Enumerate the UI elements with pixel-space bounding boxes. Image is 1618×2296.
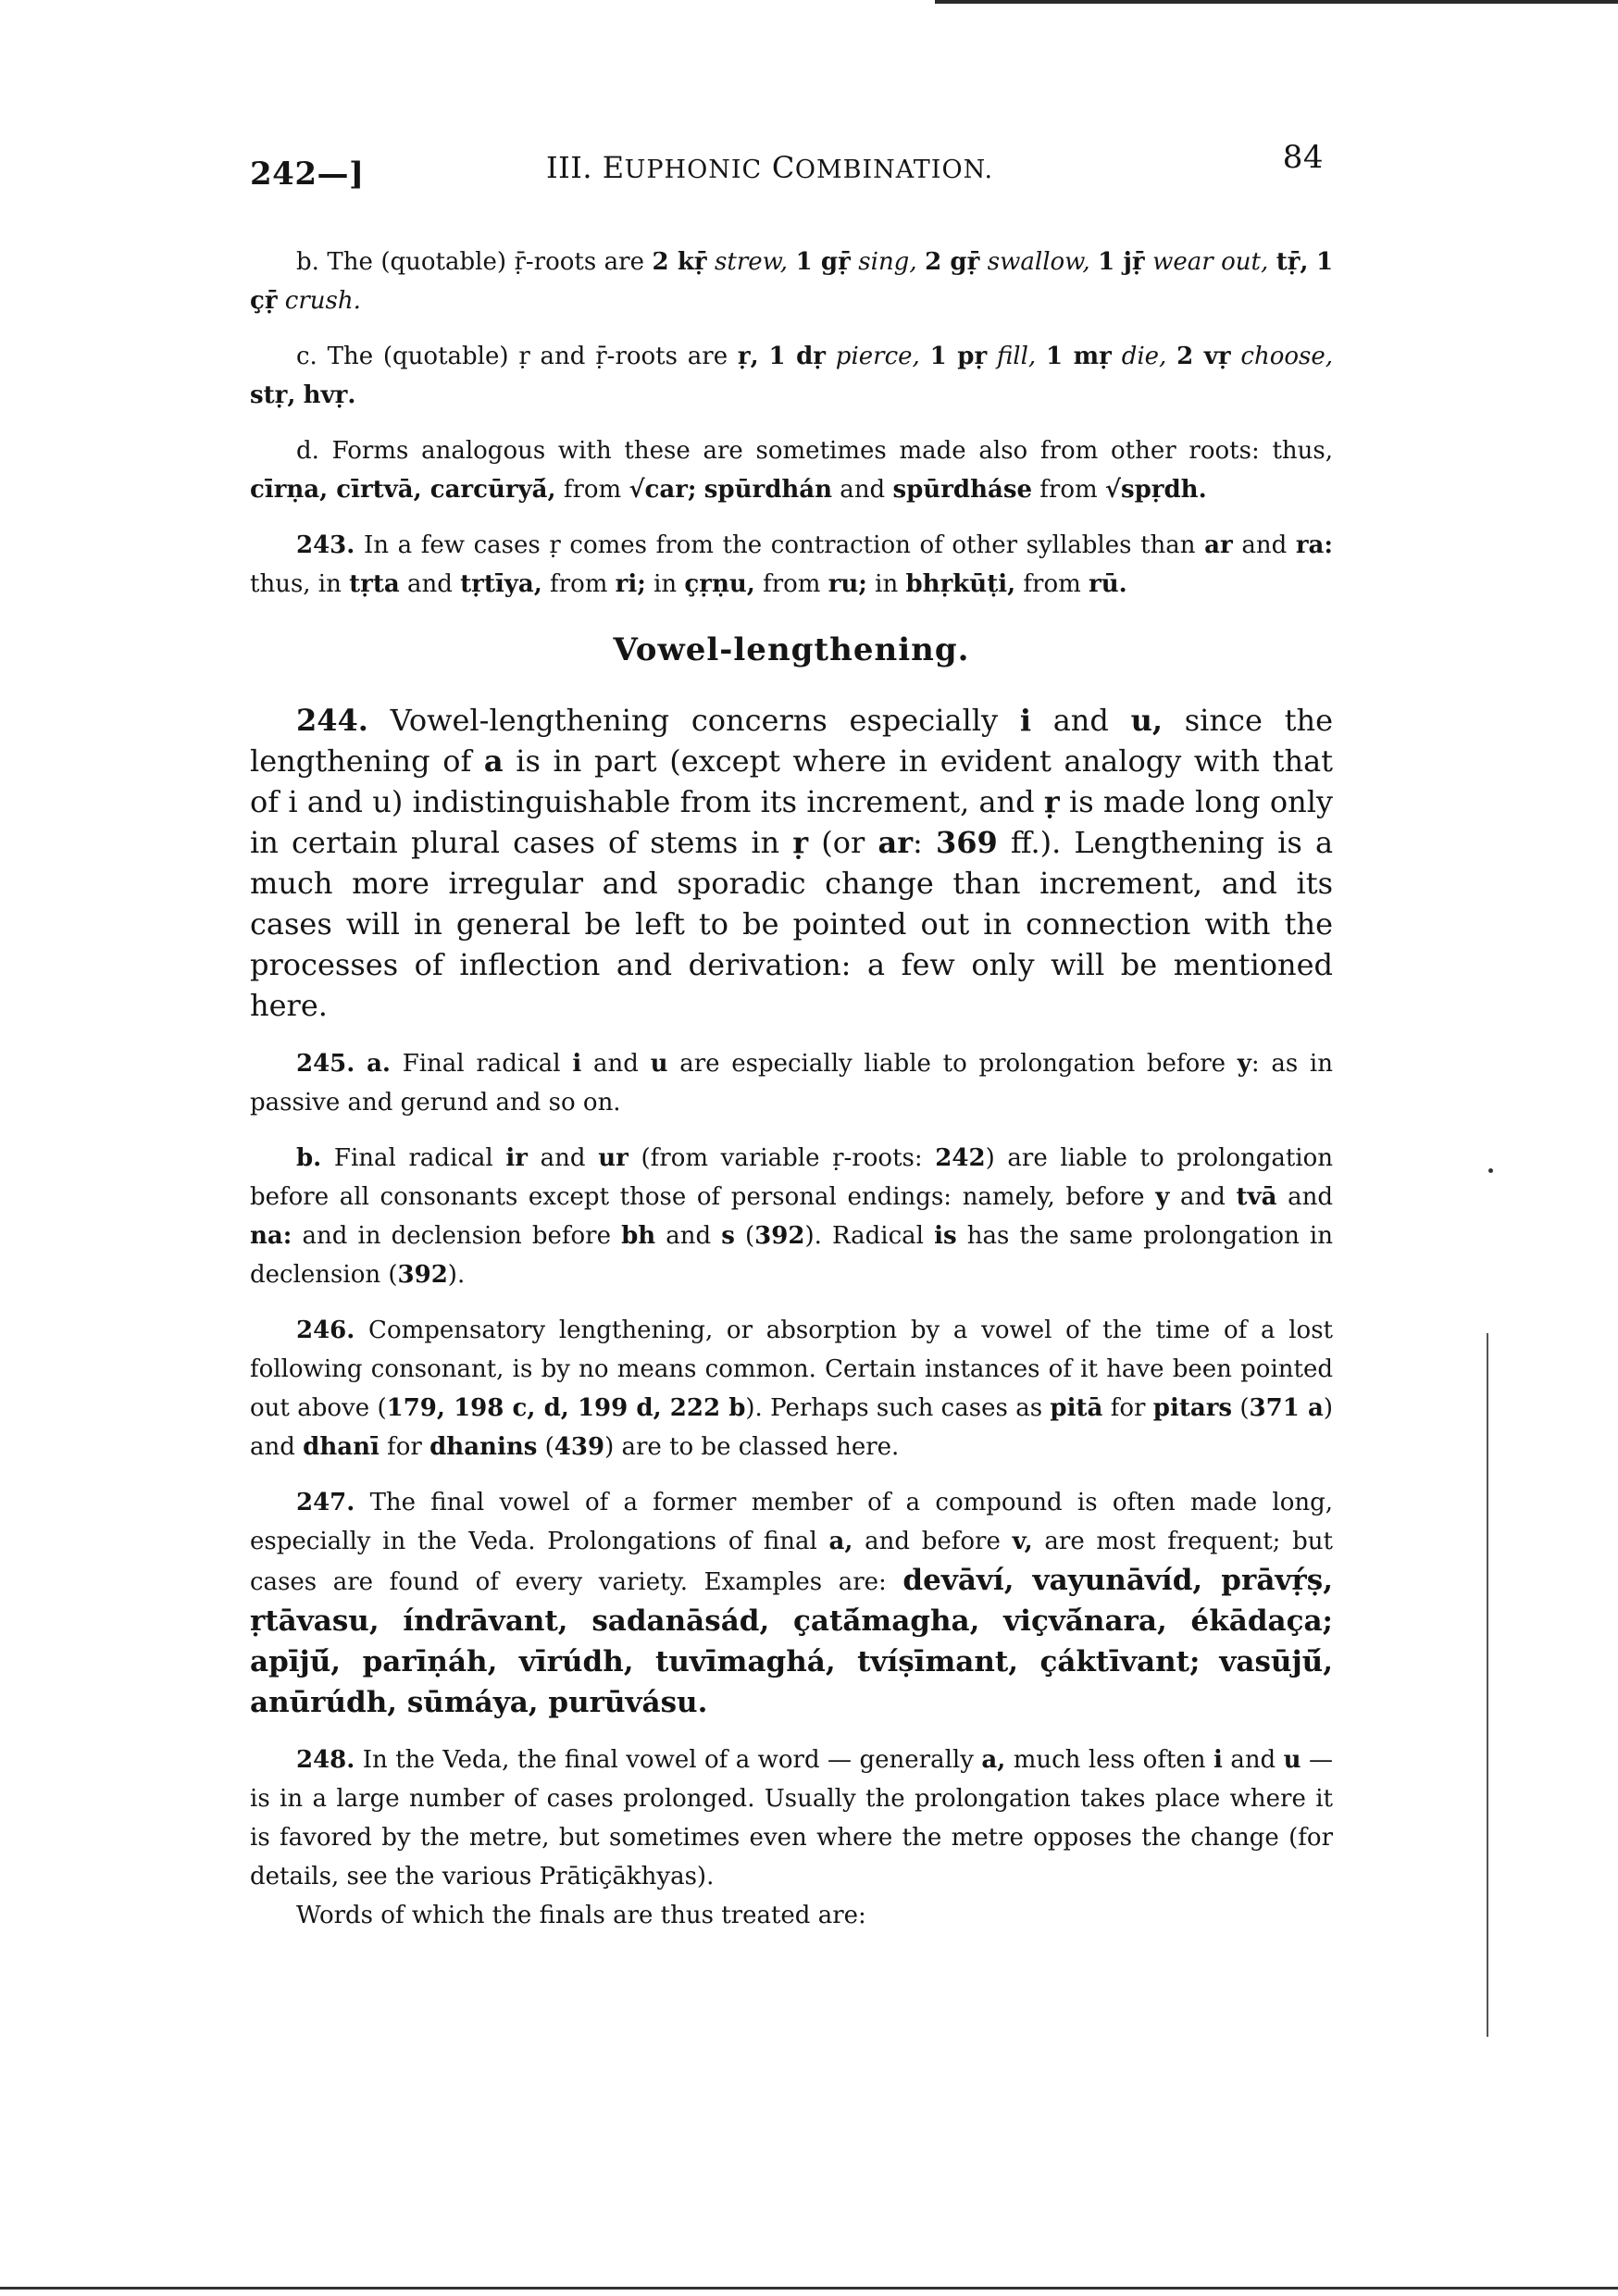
example-list: apījū́, parīṇáh, vīrúdh, tuvīmaghá, tvíṣīmant, çáktīvant; — [250, 1645, 1201, 1678]
sanskrit-word: tṛtīya, — [460, 570, 542, 598]
text: (or — [808, 825, 878, 860]
text: : — [913, 825, 936, 860]
meaning: fill, — [996, 343, 1037, 370]
para-label: b. — [296, 1144, 322, 1172]
text: is in part (except where in evident analogy with that of i and u) indistinguishable from its increment, and — [250, 743, 1334, 819]
text: ). — [447, 1261, 466, 1289]
sanskrit-word: tṛta — [349, 570, 400, 598]
text: has the same prolongation in declension ( — [250, 1222, 1333, 1289]
meaning: pierce, — [835, 343, 920, 370]
section-number: 243. — [296, 531, 355, 559]
text: and before — [853, 1528, 1013, 1555]
page-number: 84 — [1282, 139, 1324, 176]
sanskrit-word: çṛṇu, — [684, 570, 755, 598]
root: 1 pṛ — [929, 343, 988, 370]
top-edge-rule — [935, 0, 1618, 4]
section-number: 248. — [296, 1746, 355, 1774]
text: In the Veda, the final vowel of a word — generally — [355, 1746, 982, 1774]
text: thus, in — [250, 570, 350, 598]
text: from — [1032, 476, 1105, 504]
paragraph-247 — [250, 1483, 1333, 1724]
text: and — [1232, 531, 1296, 559]
sanskrit-word: bh — [621, 1222, 656, 1250]
root: ṛ, — [737, 343, 759, 370]
sanskrit-word: s — [721, 1222, 735, 1250]
chapter-title-c: C — [771, 150, 795, 185]
text: are especially liable to prolongation before — [667, 1050, 1238, 1078]
meaning: sing, — [858, 248, 917, 276]
text: and — [1222, 1746, 1284, 1774]
section-range: 242—] — [250, 156, 365, 193]
sanskrit-word: a, — [828, 1528, 853, 1555]
root: 1 çṝ — [250, 248, 1334, 315]
paragraph-244 — [250, 700, 1333, 1026]
meaning: swallow, — [987, 248, 1090, 276]
text: Final radical — [390, 1050, 573, 1078]
page — [250, 139, 1333, 1935]
sanskrit-word: ar — [877, 825, 914, 860]
paragraph-248 — [250, 1741, 1333, 1896]
margin-rule — [1487, 1333, 1488, 2037]
text: ) and — [250, 1394, 1333, 1461]
para-label: d. — [296, 437, 319, 465]
root: tṝ, — [1276, 248, 1309, 276]
text: ). Perhaps such cases as — [745, 1394, 1051, 1422]
text: ) are liable to prolongation before all consonants except those of personal endings: namely, before — [250, 1144, 1334, 1211]
text: since the lengthening of — [250, 703, 1334, 779]
text: from — [1015, 570, 1089, 598]
chapter-number: III. — [546, 150, 593, 185]
paragraph-242d — [250, 431, 1333, 509]
paragraph-246 — [250, 1311, 1333, 1466]
cross-reference: 179, 198 c, d, 199 d, 222 b — [386, 1394, 746, 1422]
text: and in declension before — [292, 1222, 622, 1250]
text: and — [528, 1144, 599, 1172]
text: and — [399, 570, 461, 598]
text: ( — [537, 1433, 554, 1461]
text: — is in a large number of cases prolonged. Usually the prolongation takes place where it is favored by the metre, but sometimes even where the metre opposes the change (for details, see the various Prātiçākhyas). — [250, 1746, 1334, 1890]
section-number: 245. — [296, 1050, 355, 1078]
root: 1 mṛ — [1046, 343, 1112, 370]
root: 2 vṛ — [1176, 343, 1231, 370]
text: and — [1276, 1183, 1334, 1211]
sanskrit-word: i — [572, 1050, 582, 1078]
text: Compensatory lengthening, or absorption by a vowel of the time of a lost following consonant, is by no means common. Certain instances of it have been pointed out above ( — [250, 1316, 1333, 1422]
sanskrit-word: ur — [598, 1144, 629, 1172]
text: Forms analogous with these are sometimes made also from other roots: thus, — [318, 437, 1333, 465]
root: 2 kṝ — [652, 248, 707, 276]
text: in — [866, 570, 906, 598]
cross-reference: 371 a — [1249, 1394, 1324, 1422]
sanskrit-word: v, — [1012, 1528, 1033, 1555]
sanskrit-word: ar — [1204, 531, 1233, 559]
text: and — [832, 476, 893, 504]
sanskrit-word: u, — [1130, 703, 1164, 738]
sanskrit-word: bhṛkūṭi, — [905, 570, 1016, 598]
sanskrit-word: ṛ — [1043, 784, 1060, 819]
text: are most frequent; but cases are found of every variety. Examples are: — [250, 1528, 1333, 1596]
paragraph-243 — [250, 526, 1333, 604]
paragraph-248-continuation: Words of which the finals are thus treated are: — [296, 1902, 866, 1929]
section-number: 244. — [296, 703, 368, 738]
text: from — [555, 476, 629, 504]
cross-reference: 439 — [554, 1433, 605, 1461]
root: 2 gṝ — [925, 248, 980, 276]
sanskrit-word: ir — [505, 1144, 528, 1172]
sanskrit-word: y — [1237, 1050, 1251, 1078]
sanskrit-word: u — [1283, 1746, 1301, 1774]
text: is made long only in certain plural cases of stems in — [250, 784, 1334, 860]
sanskrit-word: u — [650, 1050, 668, 1078]
text: for — [379, 1433, 430, 1461]
text: and — [655, 1222, 722, 1250]
meaning: wear out, — [1152, 248, 1269, 276]
example-list: vasūjū́, anūrúdh, sūmáya, purūvásu. — [250, 1645, 1334, 1719]
sanskrit-word: ri; — [615, 570, 646, 598]
text: The (quotable) ṝ-roots are — [318, 248, 653, 276]
sanskrit-word: ra: — [1295, 531, 1333, 559]
sanskrit-word: y — [1155, 1183, 1170, 1211]
para-label: c. — [296, 343, 317, 370]
meaning: die, — [1121, 343, 1167, 370]
sanskrit-word: spūrdháse — [892, 476, 1032, 504]
text: and — [1030, 703, 1131, 738]
text: in — [645, 570, 685, 598]
root: 1 jṝ — [1098, 248, 1145, 276]
text: ) are to be classed here. — [604, 1433, 900, 1461]
chapter-title-ombination: OMBINATION. — [794, 156, 994, 184]
text: The final vowel of a former member of a compound is often made long, especially in the Veda. Prolongations of final — [250, 1489, 1333, 1555]
text: Vowel-lengthening concerns especially — [367, 703, 1020, 738]
chapter-title — [546, 150, 993, 185]
text: ff.). Lengthening is a much more irregular and sporadic change than increment, and its cases will in general be left to be pointed out in connection with the processes of inflection and derivation: a few only will be mentioned here. — [250, 825, 1334, 1023]
para-label: a. — [367, 1050, 391, 1078]
root: stṛ, — [250, 381, 296, 409]
bottom-edge-rule — [0, 2287, 1618, 2290]
sanskrit-word: spūrdhán — [703, 476, 833, 504]
root: 1 dṛ — [768, 343, 826, 370]
text: The (quotable) ṛ and ṝ-roots are — [317, 343, 738, 370]
text: for — [1102, 1394, 1153, 1422]
paragraph-242c — [250, 337, 1333, 415]
text: ( — [1232, 1394, 1250, 1422]
chapter-title-uphonic: UPHONIC — [624, 156, 763, 184]
paragraph-242b — [250, 243, 1333, 320]
text: much less often — [1005, 1746, 1214, 1774]
sanskrit-word: rū. — [1089, 570, 1127, 598]
text: In a few cases ṛ comes from the contraction of other syllables than — [355, 531, 1205, 559]
paragraph-245a — [250, 1044, 1333, 1122]
section-number: 247. — [296, 1489, 355, 1516]
example-list: devāví, vayunāvíd, prāvṛ́ṣ, ṛtāvasu, índrāvant, sadanāsád, çatā́magha, viçvā́nara, ékādaça; — [250, 1564, 1333, 1638]
sanskrit-word: tvā — [1236, 1183, 1277, 1211]
sanskrit-word: ru; — [828, 570, 867, 598]
sanskrit-word: na: — [250, 1222, 292, 1250]
sanskrit-word: a — [483, 743, 504, 779]
text: from — [541, 570, 616, 598]
sanskrit-word: is — [934, 1222, 957, 1250]
text: (from variable ṛ-roots: — [628, 1144, 936, 1172]
text: and — [581, 1050, 651, 1078]
root: hvṛ. — [303, 381, 356, 409]
sanskrit-word: i — [1213, 1746, 1223, 1774]
sanskrit-word: i — [1019, 703, 1031, 738]
text: ). Radical — [804, 1222, 935, 1250]
sanskrit-word: √car; — [629, 476, 697, 504]
paragraph-245b — [250, 1139, 1333, 1294]
scan-speck — [1488, 1168, 1493, 1173]
text: Final radical — [321, 1144, 506, 1172]
text: : as in passive and gerund and so on. — [250, 1050, 1333, 1117]
text: and — [1169, 1183, 1237, 1211]
sanskrit-word: pitā — [1050, 1394, 1103, 1422]
cross-reference: 392 — [397, 1261, 448, 1289]
cross-reference: 242 — [935, 1144, 986, 1172]
sanskrit-word: √spṛdh. — [1104, 476, 1207, 504]
cross-reference: 392 — [754, 1222, 805, 1250]
meaning: strew, — [715, 248, 789, 276]
sanskrit-word: cīrṇa, cīrtvā, carcūryā́, — [250, 476, 556, 504]
section-heading: Vowel-lengthening. — [613, 631, 970, 668]
running-header — [250, 139, 1333, 194]
para-label: b. — [296, 248, 319, 276]
meaning: choose, — [1240, 343, 1334, 370]
sanskrit-word: a, — [981, 1746, 1006, 1774]
sanskrit-word: pitars — [1152, 1394, 1233, 1422]
chapter-title-e: E — [602, 150, 625, 185]
root: 1 gṝ — [795, 248, 851, 276]
text: ( — [734, 1222, 755, 1250]
meaning: crush. — [284, 287, 361, 315]
sanskrit-word: ṛ — [792, 825, 809, 860]
section-number: 246. — [296, 1316, 355, 1344]
sanskrit-word: dhanins — [429, 1433, 538, 1461]
text: from — [754, 570, 828, 598]
cross-reference: 369 — [935, 825, 998, 860]
sanskrit-word: dhanī — [303, 1433, 380, 1461]
